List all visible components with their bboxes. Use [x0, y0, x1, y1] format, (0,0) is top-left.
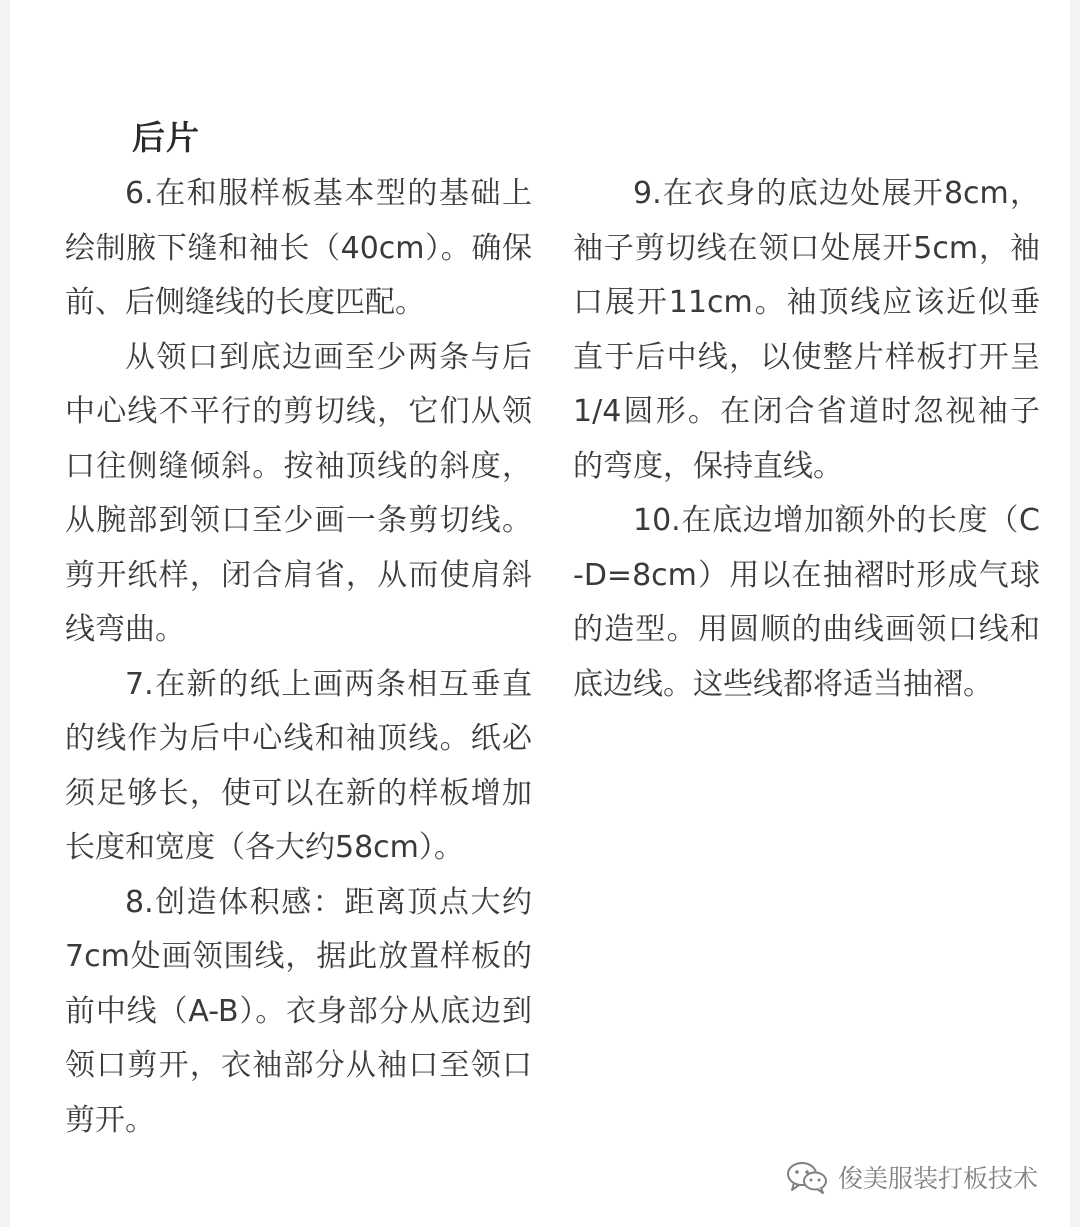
section-heading: 后片	[132, 118, 200, 157]
right-column	[573, 167, 1040, 712]
paragraph-step-9: 9.在衣身的底边处展开8cm，袖子剪切线在领口处展开5cm，袖口展开11cm。袖顶线应该近似垂直于后中线，以使整片样板打开呈1/4圆形。在闭合省道时忽视袖子的弯度，保持直线。	[573, 176, 1040, 484]
paragraph-step-10: 10.在底边增加额外的长度（C-D=8cm）用以在抽褶时形成气球的造型。用圆顺的曲线画领口线和底边线。这些线都将适当抽褶。	[573, 503, 1040, 702]
watermark	[786, 1159, 1038, 1195]
wechat-icon	[786, 1160, 828, 1194]
paragraph-cut-lines: 从领口到底边画至少两条与后中心线不平行的剪切线，它们从领口往侧缝倾斜。按袖顶线的斜度，从腕部到领口至少画一条剪切线。剪开纸样，闭合肩省，从而使肩斜线弯曲。	[65, 339, 532, 647]
paragraph-step-7: 7.在新的纸上画两条相互垂直的线作为后中心线和袖顶线。纸必须足够长，使可以在新的样板增加长度和宽度（各大约58cm）。	[65, 666, 532, 865]
document-page	[10, 0, 1070, 1227]
paragraph-step-8: 8.创造体积感：距离顶点大约7cm处画领围线，据此放置样板的前中线（A-B）。衣身部分从底边到领口剪开，衣袖部分从袖口至领口剪开。	[65, 884, 532, 1138]
left-column	[65, 167, 532, 1148]
paragraph-step-6: 6.在和服样板基本型的基础上绘制腋下缝和袖长（40cm）。确保前、后侧缝线的长度匹配。	[65, 176, 532, 320]
watermark-text: 俊美服装打板技术	[837, 1164, 1038, 1193]
